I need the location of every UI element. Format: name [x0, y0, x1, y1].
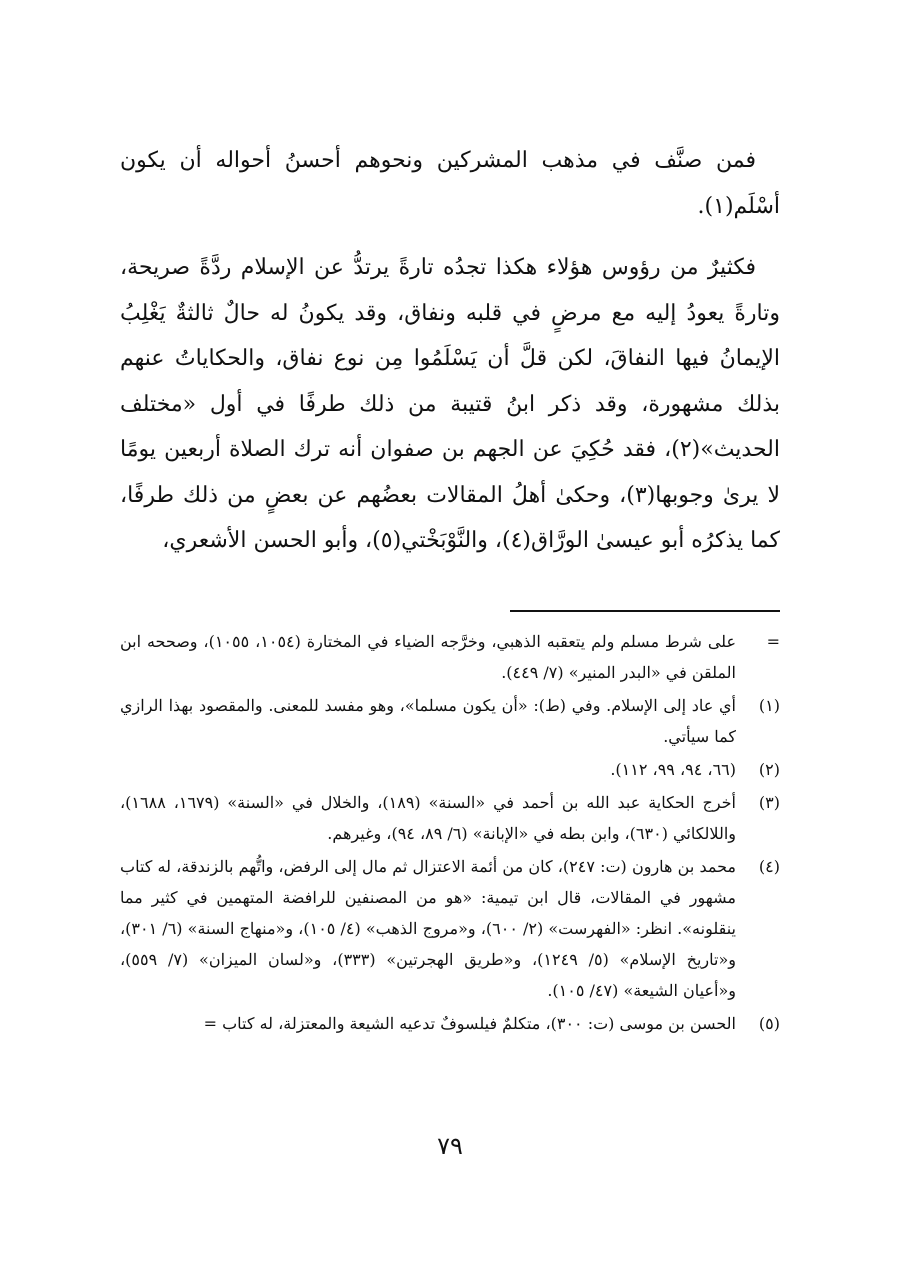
footnote-3 — [120, 787, 780, 849]
footnote-separator — [510, 610, 780, 612]
footnotes — [120, 626, 780, 1041]
footnote-text: على شرط مسلم ولم يتعقبه الذهبي، وخرَّجه الضياء في المختارة (١٠٥٤، ١٠٥٥)، وصححه ابن الملقن في «البدر المنير» (٧/ ٤٤٩). — [120, 632, 737, 682]
paragraph-1: فمن صنَّف في مذهب المشركين ونحوهم أحسنُ أحواله أن يكون أسْلَم(١). — [120, 148, 780, 219]
footnote-text: أي عاد إلى الإسلام. وفي (ط): «أن يكون مسلما»، وهو مفسد للمعنى. والمقصود بهذا الرازي كما سيأتي. — [120, 696, 736, 746]
footnote-mark: = — [766, 632, 780, 651]
footnote-text: الحسن بن موسى (ت: ٣٠٠)، متكلمٌ فيلسوفٌ تدعيه الشيعة والمعتزلة، له كتاب = — [203, 1014, 736, 1033]
footnote-1 — [120, 690, 780, 752]
main-text — [120, 138, 780, 564]
footnote-5 — [120, 1008, 780, 1039]
page-number: ٧٩ — [437, 1132, 463, 1160]
footnote-2 — [120, 754, 780, 785]
footnote-text: (٦٦، ٩٤، ٩٩، ١١٢). — [610, 760, 736, 779]
footnote-mark: (٣) — [758, 793, 780, 812]
footnote-text: أخرج الحكاية عبد الله بن أحمد في «السنة» (١٨٩)، والخلال في «السنة» (١٦٧٩، ١٦٨٨)، واللالكائي (٦٣٠)، وابن بطه في «الإبانة» (٦/ ٨٩، ٩٤)، وغيرهم. — [120, 793, 736, 843]
footnote-mark: (٢) — [758, 760, 780, 779]
document-page — [120, 0, 780, 1271]
footnote-4 — [120, 851, 780, 1006]
footnote-mark: (٥) — [758, 1014, 780, 1033]
footnote-mark: (٤) — [758, 857, 780, 876]
footnote-text: محمد بن هارون (ت: ٢٤٧)، كان من أئمة الاعتزال ثم مال إلى الرفض، واتُّهم بالزندقة، له كتاب مشهور في المقالات، قال ابن تيمية: «هو من المصنفين للرافضة المتهمين في كثير مما ينقلونه». انظر: «الفهرست» (٢/ ٦٠٠)، و«مروج الذهب» (٤/ ١٠٥)، و«منهاج السنة» (٦/ ٣٠١)، و«تاريخ الإسلام» (٥/ ١٢٤٩)، و«طريق الهجرتين» (٣٣٣)، و«لسان الميزان» (٧/ ٥٥٩)، و«أعيان الشيعة» (٤٧/ ١٠٥). — [120, 857, 737, 1000]
footnote-continuation — [120, 626, 780, 688]
footnote-mark: (١) — [758, 696, 780, 715]
paragraph-2: فكثيرٌ من رؤوس هؤلاء هكذا تجدُه تارةً يرتدُّ عن الإسلام ردَّةً صريحة، وتارةً يعودُ إليه مع مرضٍ في قلبه ونفاق، وقد يكونُ له حالٌ ثالثةٌ يَغْلِبُ الإيمانُ فيها النفاقَ، لكن قلَّ أن يَسْلَمُوا مِن نوع نفاق، والحكاياتُ عنهم بذلك مشهورة، وقد ذكر ابنُ قتيبة من ذلك طرفًا في أول «مختلف الحديث»(٢)، فقد حُكِيَ عن الجهم بن صفوان أنه ترك الصلاة أربعين يومًا لا يرىٰ وجوبها(٣)، وحكىٰ أهلُ المقالات بعضُهم عن بعضٍ من ذلك طرفًا، كما يذكرُه أبو عيسىٰ الورَّاق(٤)، والنَّوْبَخْتي(٥)، وأبو الحسن الأشعري، — [120, 255, 781, 553]
